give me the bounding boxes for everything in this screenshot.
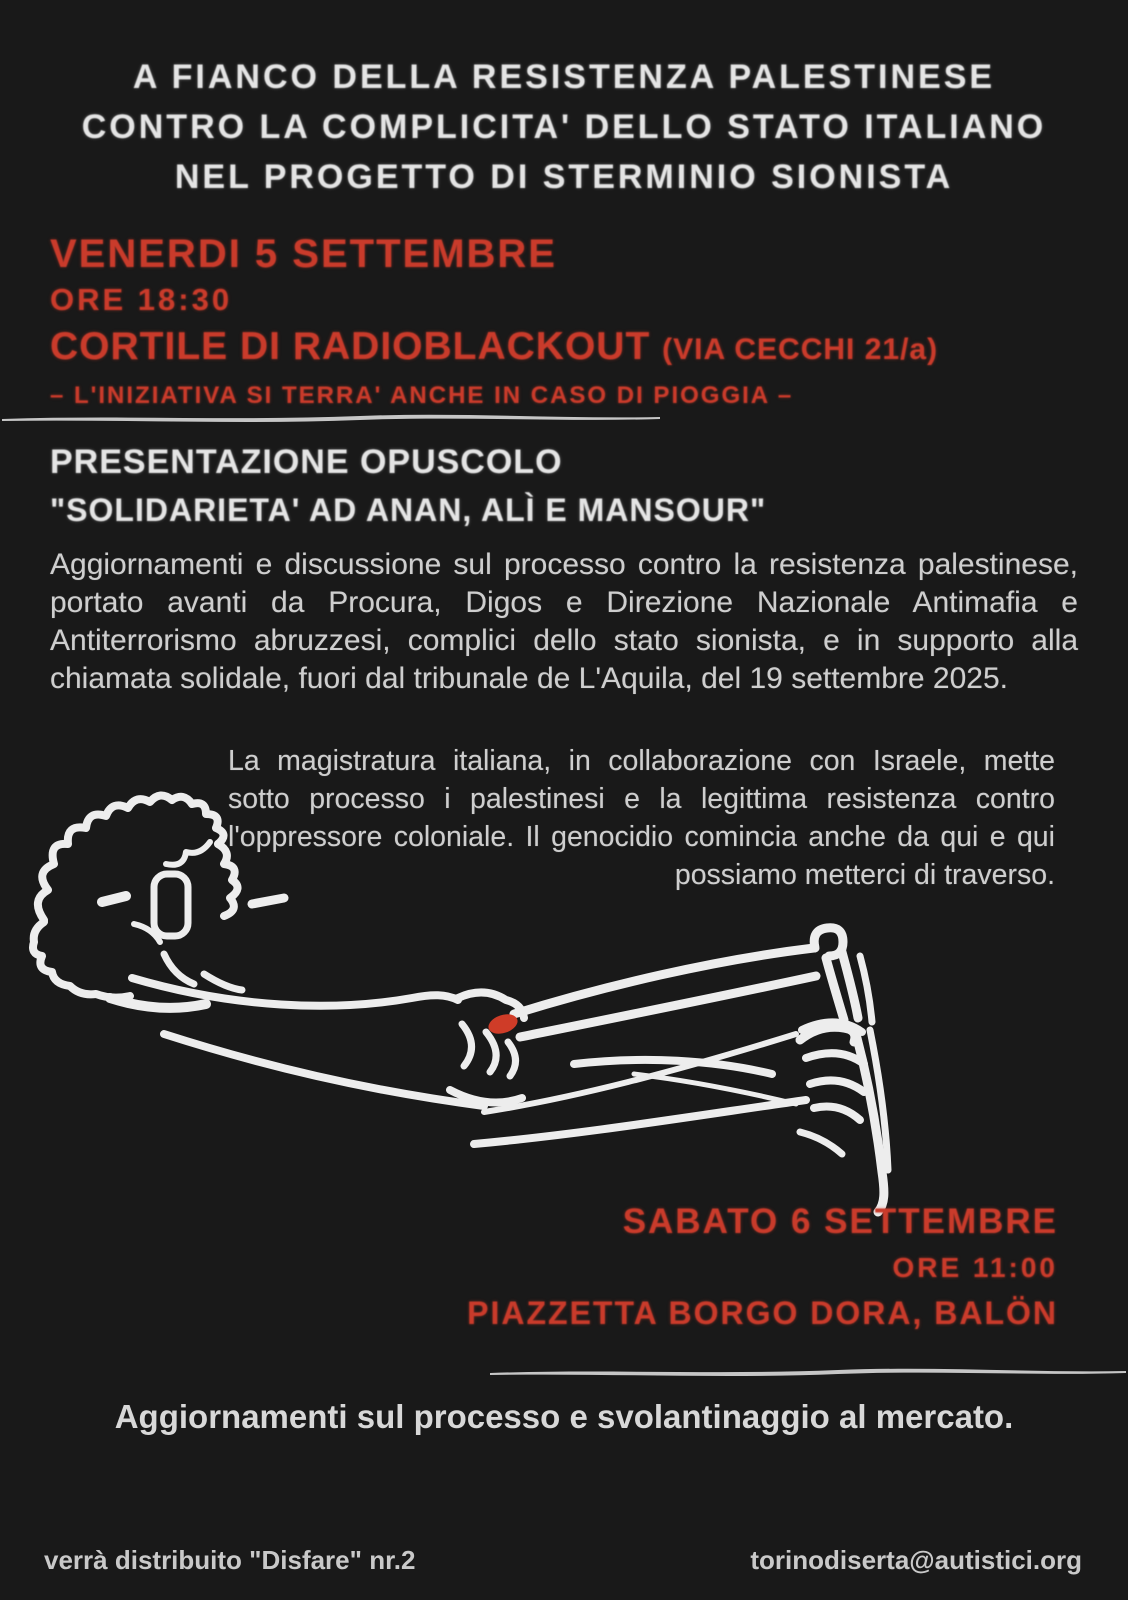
paragraph-magistratura: La magistratura italiana, in collaborazione con Israele, mette sotto processo i palestinesi e la legittima resistenza contro l'oppressore coloniale. Il genocidio comincia anche da qui e qui possiamo metterci di traverso. [228,745,1055,891]
holding-hand-drawing [474,1022,864,1154]
neck-stroke [164,954,194,984]
event-saturday-place: PIAZZETTA BORGO DORA, BALÖN [467,1295,1058,1331]
footer-distribution-note: verrà distribuito "Disfare" nr.2 [44,1545,416,1575]
slingshot-illustration [14,772,914,1232]
title-line-2: CONTRO LA COMPLICITA' DELLO STATO ITALIANO [81,108,1047,146]
frame-prong-1 [826,958,844,1020]
event-friday-time: ORE 18:30 [50,282,233,317]
paragraph-process-update: Aggiornamenti e discussione sul processo contro la resistenza palestinese, portato avanti da Procura, Digos e Direzione Nazionale Antimafia e Antiterrorismo abruzzesi, complici dello stato sionista, e in supporto alla chiamata solidale, fuori dal tribunale de L'Aquila, del 19 settembre 2025. [50,548,1078,695]
holding-wrist-stroke [634,1074,796,1104]
collar-stroke [204,974,242,990]
event-saturday-date: SABATO 6 SETTEMBRE [622,1202,1058,1241]
sling-bands-drawing [484,948,816,1112]
event-friday-venue: CORTILE DI RADIOBLACKOUT [50,325,651,368]
slingshot-frame-drawing [800,928,888,1212]
title-line-3: NEL PROGETTO DI STERMINIO SIONISTA [174,158,954,196]
arm-bottom-stroke [164,1034,484,1106]
throwing-arm-drawing [132,978,524,1106]
frame-prong-3 [860,956,872,1022]
presentation-line-2: "SOLIDARIETA' AD ANAN, ALÌ E MANSOUR" [50,492,767,528]
hair-side-curl-stroke [218,844,238,916]
event-friday-address: (VIA CECCHI 21/a) [662,333,939,366]
divider-line-bottom [488,1366,1128,1378]
event-saturday-time: ORE 11:00 [892,1252,1058,1283]
figure-head-drawing [33,795,284,1007]
face-profile-stroke [33,922,130,998]
chin-shadow-stroke [110,998,206,1008]
band-lower-stroke [520,976,816,1037]
event-friday-block [50,228,938,415]
eye-dash-right [252,898,284,904]
arm-top-stroke [132,978,458,1006]
holding-thumb-stroke [800,1132,842,1154]
event-friday-rain-note: – L'INIZIATIVA SI TERRA' ANCHE IN CASO DI PIOGGIA – [50,382,794,409]
event-friday-date: VENERDI 5 SETTEMBRE [50,232,557,276]
title-line-1: A FIANCO DELLA RESISTENZA PALESTINESE [132,58,996,96]
poster-title [0,52,1128,202]
closing-line: Aggiornamenti sul processo e svolantinaggio al mercato. [114,1398,1014,1435]
event-saturday-block [467,1196,1058,1338]
event-friday-place [50,320,938,377]
presentation-line-1: PRESENTAZIONE OPUSCOLO [50,443,563,481]
presentation-heading [50,438,766,534]
footer-email: torinodiserta@autistici.org [750,1545,1082,1575]
face-band-loop [154,874,188,936]
eye-dash-left [102,896,126,902]
divider-line-top [0,412,662,424]
hair-inner-stroke [166,842,210,865]
hair-curls-stroke [38,795,224,920]
